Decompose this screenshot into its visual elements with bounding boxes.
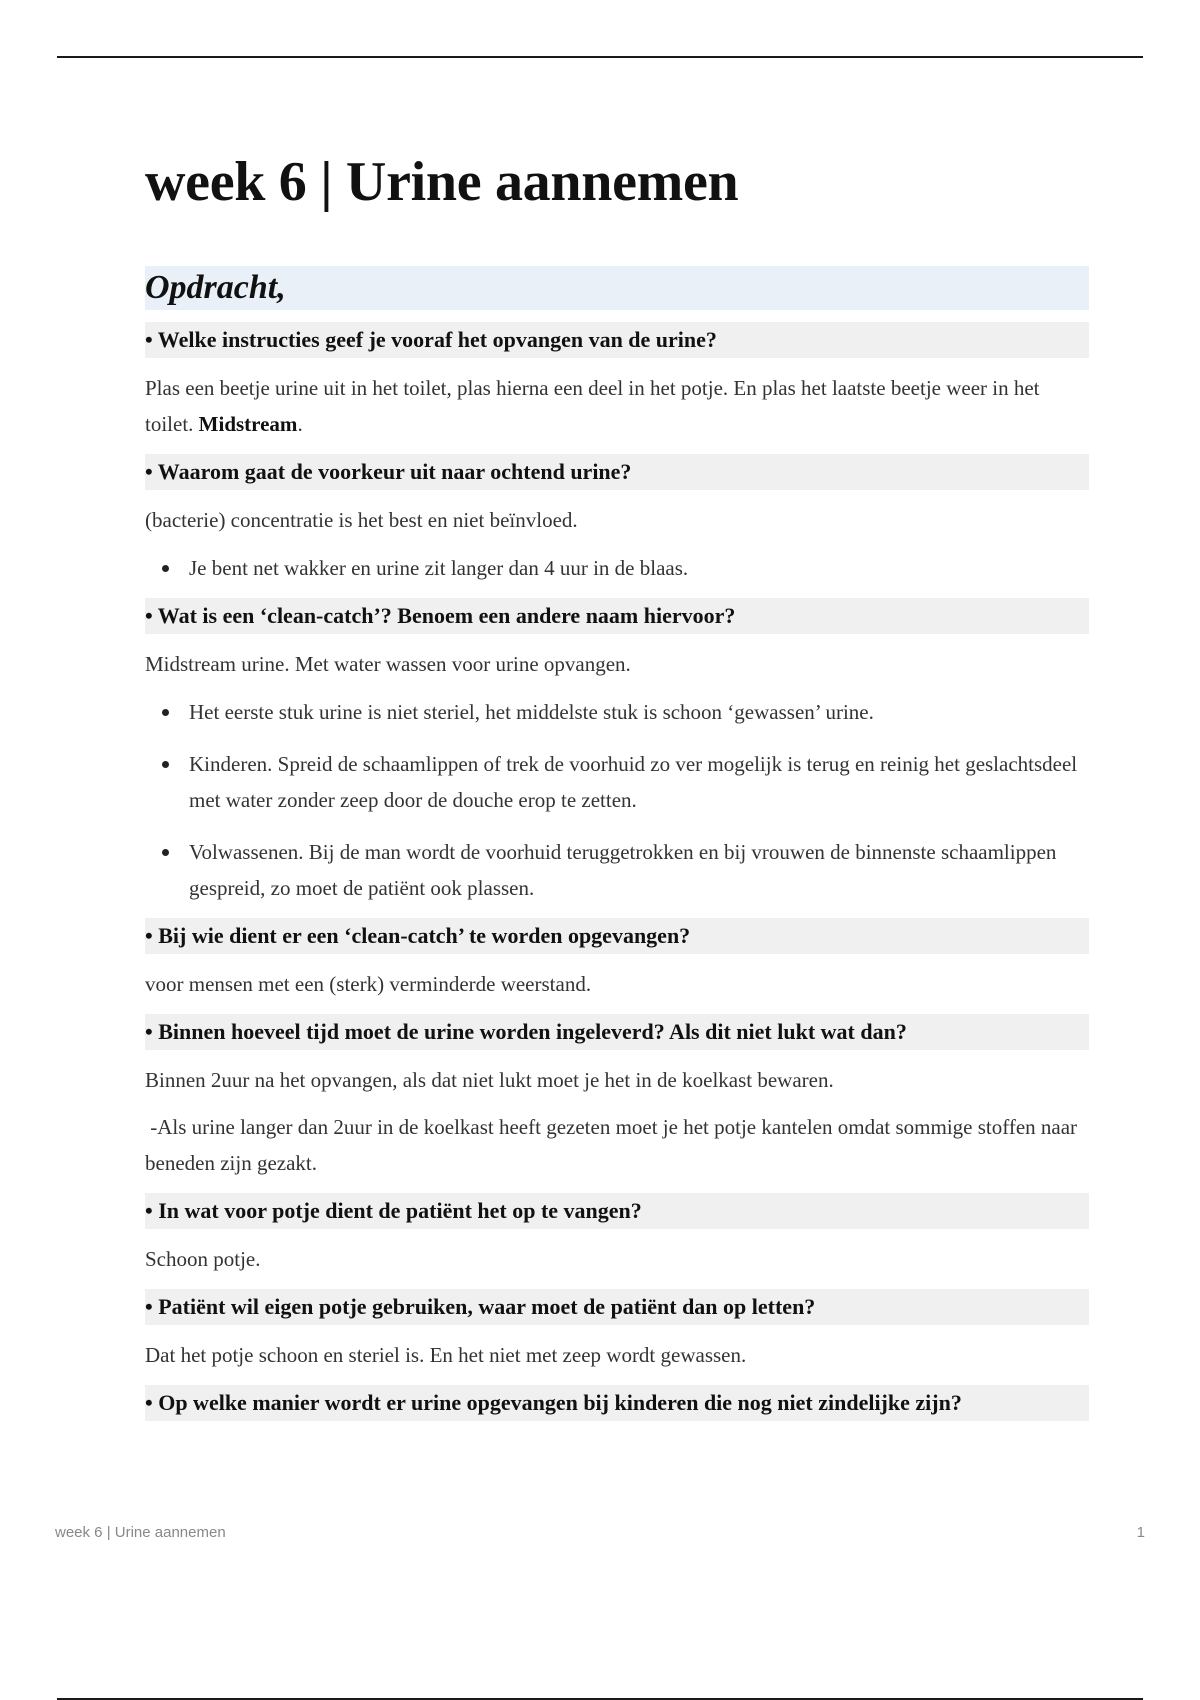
answer: (bacterie) concentratie is het best en niet beïnvloed. xyxy=(145,508,578,532)
bullet-icon xyxy=(162,849,169,856)
footer-title: week 6 | Urine aannemen xyxy=(55,1524,226,1541)
bullet-icon xyxy=(162,761,169,768)
question: • Op welke manier wordt er urine opgevangen bij kinderen die nog niet zindelijke zijn? xyxy=(145,1385,1089,1421)
page-number: 1 xyxy=(1136,1524,1145,1541)
document-body xyxy=(145,140,1089,1421)
bullet-list xyxy=(145,694,1089,906)
question: • Bij wie dient er een ‘clean-catch’ te worden opgevangen? xyxy=(145,918,1089,954)
top-rule xyxy=(57,56,1143,58)
list-item: Het eerste stuk urine is niet steriel, het middelste stuk is schoon ‘gewassen’ urine. xyxy=(145,694,1089,730)
page-title: week 6 | Urine aannemen xyxy=(145,151,739,213)
answer: Dat het potje schoon en steriel is. En het niet met zeep wordt gewassen. xyxy=(145,1343,747,1367)
list-item: Volwassenen. Bij de man wordt de voorhuid teruggetrokken en bij vrouwen de binnenste schaamlippen gespreid, zo moet de patiënt ook plassen. xyxy=(145,834,1089,906)
answer: Midstream urine. Met water wassen voor urine opvangen. xyxy=(145,652,631,676)
question: • Patiënt wil eigen potje gebruiken, waar moet de patiënt dan op letten? xyxy=(145,1289,1089,1325)
answer-note: -Als urine langer dan 2uur in de koelkast heeft gezeten moet je het potje kantelen omdat sommige stoffen naar beneden zijn gezakt. xyxy=(145,1115,1083,1175)
question: • Waarom gaat de voorkeur uit naar ochtend urine? xyxy=(145,454,1089,490)
question: • Welke instructies geef je vooraf het opvangen van de urine? xyxy=(145,322,1089,358)
bullet-icon xyxy=(162,565,169,572)
list-item: Kinderen. Spreid de schaamlippen of trek de voorhuid zo ver mogelijk is terug en reinig het geslachtsdeel met water zonder zeep door de douche erop te zetten. xyxy=(145,746,1089,818)
list-item: Je bent net wakker en urine zit langer dan 4 uur in de blaas. xyxy=(145,550,1089,586)
question: • In wat voor potje dient de patiënt het op te vangen? xyxy=(145,1193,1089,1229)
answer: Plas een beetje urine uit in het toilet, plas hierna een deel in het potje. En plas het laatste beetje weer in het toilet. Midstream. xyxy=(145,376,1040,436)
answer: voor mensen met een (sterk) verminderde weerstand. xyxy=(145,972,592,996)
emphasis: Midstream xyxy=(198,412,298,436)
answer: Schoon potje. xyxy=(145,1247,261,1271)
question: • Binnen hoeveel tijd moet de urine worden ingeleverd? Als dit niet lukt wat dan? xyxy=(145,1014,1089,1050)
question: • Wat is een ‘clean-catch’? Benoem een andere naam hiervoor? xyxy=(145,598,1089,634)
bullet-list xyxy=(145,550,1089,586)
bullet-icon xyxy=(162,709,169,716)
section-heading: Opdracht, xyxy=(145,266,1089,310)
answer: Binnen 2uur na het opvangen, als dat niet lukt moet je het in de koelkast bewaren. xyxy=(145,1068,834,1092)
